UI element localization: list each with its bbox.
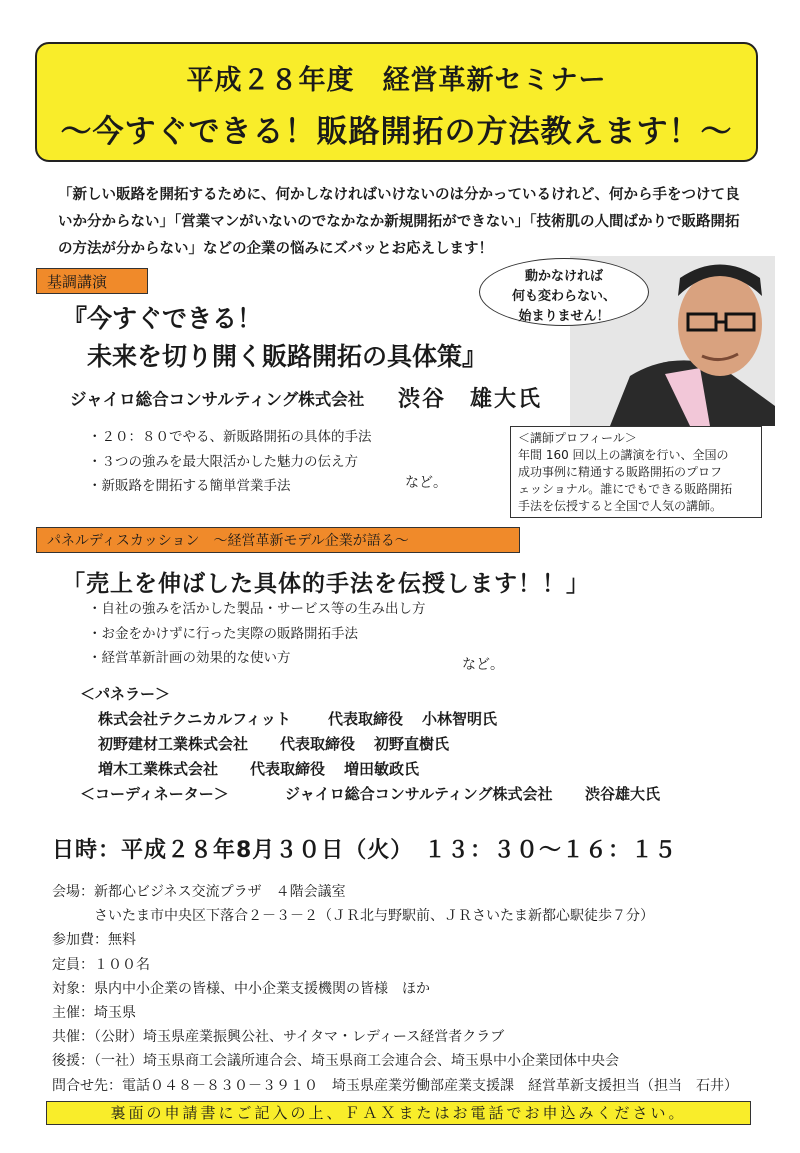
panelist-company: 増木工業株式会社 <box>98 760 219 778</box>
panelist-company: 初野建材工業株式会社 <box>98 735 249 753</box>
list-item: ・３つの強みを最大限活かした魅力の伝え方 <box>88 453 358 470</box>
panelist-name: 初野直樹氏 <box>374 735 450 753</box>
detail-line: 共催：（公財）埼玉県産業振興公社、サイタマ・レディース経営者クラブ <box>52 1029 505 1046</box>
list-item: ・新販路を開拓する簡単営業手法 <box>88 478 291 494</box>
panelist-role: 代表取締役 <box>280 735 356 753</box>
bubble-line: 動かなければ <box>524 269 603 284</box>
coordinator-label: ＜コーディネーター＞ <box>80 785 229 803</box>
keynote-title <box>62 300 487 376</box>
event-datetime <box>52 833 677 864</box>
panel-points <box>88 597 426 671</box>
detail-line: 参加費：無料 <box>52 932 136 949</box>
profile-line: 手法を伝授すると全国で人気の講師。 <box>518 499 723 513</box>
speaker-profile <box>510 426 762 518</box>
bubble-line: 始まりません！ <box>518 309 610 324</box>
panelist-name: 増田敏政氏 <box>344 760 420 778</box>
detail-line: 定員：１００名 <box>52 956 150 973</box>
panelist-row <box>80 757 660 782</box>
keynote-points <box>88 425 372 499</box>
intro-text <box>58 182 758 263</box>
profile-line: ェッショナル。誰にでもできる販路開拓 <box>518 482 733 496</box>
panelist-company: 株式会社テクニカルフィット <box>98 710 291 728</box>
speech-bubble <box>479 258 649 326</box>
panelist-role: 代表取締役 <box>328 710 404 728</box>
detail-line: 後援：（一社）埼玉県商工会議所連合会、埼玉県商工会連合会、埼玉県中小企業団体中央会 <box>52 1053 619 1070</box>
title-banner <box>35 42 758 162</box>
intro-line: の方法が分からない」などの企業の悩みにズバッとお応えします！ <box>58 241 493 257</box>
coordinator-company: ジャイロ総合コンサルティング株式会社 <box>285 785 553 803</box>
intro-line: いか分からない」「営業マンがいないのでなかなか新規開拓ができない」「技術肌の人間ばかりで販路開拓 <box>58 214 740 230</box>
list-item: ・お金をかけずに行った実際の販路開拓手法 <box>88 625 358 642</box>
seminar-title: 平成２８年度 経営革新セミナー <box>186 65 607 96</box>
detail-line: 会場：新都心ビジネス交流プラザ ４階会議室 <box>52 884 346 900</box>
panelist-row <box>80 707 660 732</box>
event-date: 日時：平成２８年8月３０日（火） <box>52 838 414 863</box>
profile-line: 年間 160 回以上の講演を行い、全国の <box>518 448 729 462</box>
panelist-role: 代表取締役 <box>250 760 326 778</box>
list-item: ・自社の強みを活かした製品・サービス等の生み出し方 <box>88 601 426 617</box>
speaker-name: 渋谷 雄大氏 <box>398 387 543 412</box>
keynote-etc: など。 <box>405 475 447 491</box>
panel-etc: など。 <box>462 657 504 673</box>
event-details <box>52 880 738 1098</box>
panel-tag: パネルディスカッション 〜経営革新モデル企業が語る〜 <box>36 527 520 553</box>
coordinator-row <box>80 782 660 807</box>
profile-line: 成功事例に精通する販路開拓のプロフ <box>518 465 723 479</box>
detail-line: 主催：埼玉県 <box>52 1005 136 1022</box>
keynote-tag: 基調講演 <box>36 268 148 294</box>
panelist-name: 小林智明氏 <box>422 710 498 728</box>
bubble-line: 何も変わらない、 <box>511 289 616 304</box>
detail-line: 問合せ先：電話０４８－８３０－３９１０ 埼玉県産業労働部産業支援課 経営革新支援担当（担当 石井） <box>52 1077 738 1094</box>
profile-heading: ＜講師プロフィール＞ <box>518 431 637 445</box>
panel-headline: 「売上を伸ばした具体的手法を伝授します！！」 <box>62 571 590 597</box>
intro-line: 「新しい販路を開拓するために、何かしなければいけないのは分かっているけれど、何から手をつけて良 <box>58 187 740 203</box>
list-item: ・２０：８０でやる、新販路開拓の具体的手法 <box>88 429 372 445</box>
panelists-label: ＜パネラー＞ <box>80 685 171 703</box>
coordinator-name: 渋谷雄大氏 <box>585 785 661 803</box>
panelists-block <box>80 682 660 807</box>
seminar-subtitle: 〜今すぐできる！販路開拓の方法教えます！〜 <box>60 114 733 150</box>
detail-line: さいたま市中央区下落合２－３－２（ＪＲ北与野駅前、ＪＲさいたま新都心駅徒歩７分） <box>52 908 654 925</box>
panelist-row <box>80 732 660 757</box>
event-time: １３：３０〜１６：１５ <box>424 838 678 863</box>
detail-line: 対象：県内中小企業の皆様、中小企業支援機関の皆様 ほか <box>52 980 430 997</box>
keynote-title-line: 未来を切り開く販路開拓の具体策』 <box>62 342 488 371</box>
keynote-title-line: 『今すぐできる！ <box>62 304 263 333</box>
list-item: ・経営革新計画の効果的な使い方 <box>88 650 291 666</box>
application-note: 裏面の申請書にご記入の上、ＦＡＸまたはお電話でお申込みください。 <box>46 1101 751 1125</box>
speaker-company: ジャイロ総合コンサルティング株式会社 <box>70 390 365 409</box>
